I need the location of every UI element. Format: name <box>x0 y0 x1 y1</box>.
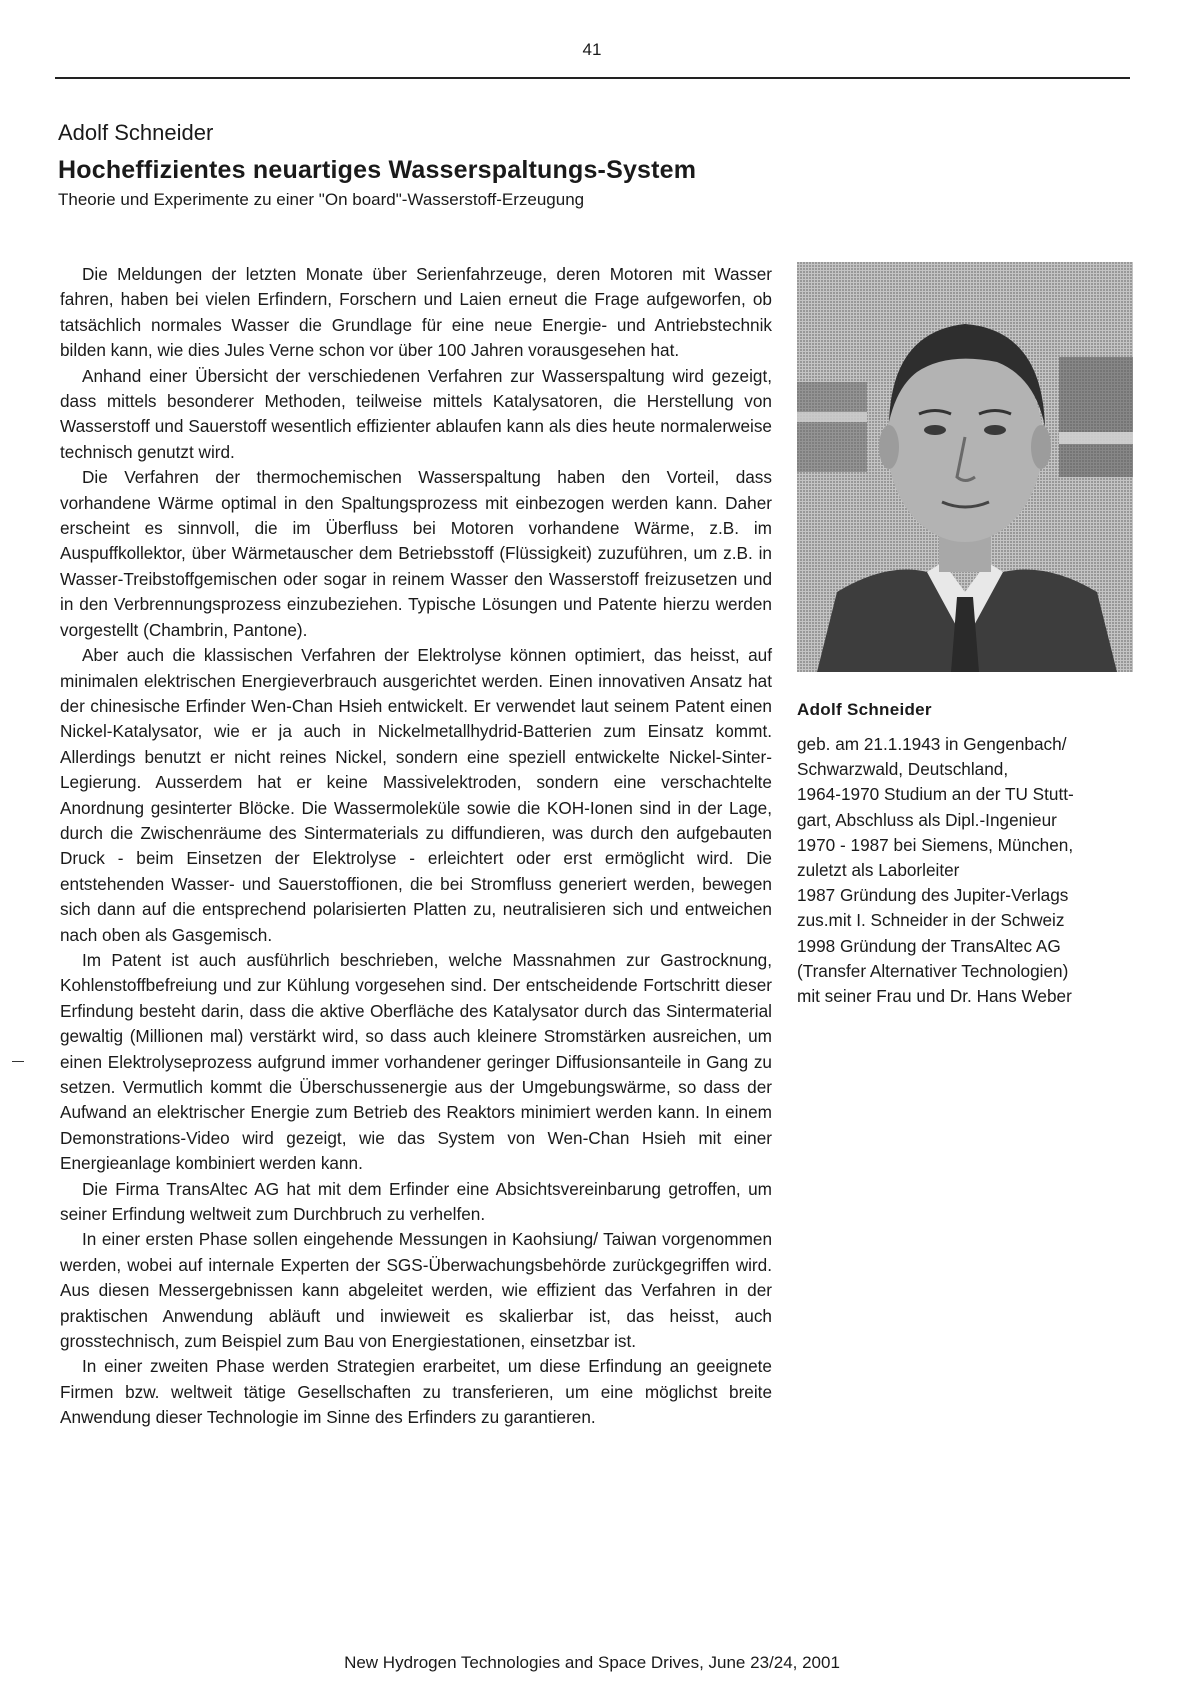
bio-line: gart, Abschluss als Dipl.-Ingenieur <box>797 809 1057 830</box>
portrait-image <box>797 262 1133 672</box>
bio-line: 1987 Gründung des Jupiter-Verlags <box>797 885 1069 906</box>
bio-line: zus.mit I. Schneider in der Schweiz <box>797 910 1065 931</box>
body-paragraph: Im Patent ist auch ausführlich beschrieben, welche Massnahmen zur Gastrocknung, Kohlenstoffbefreiung und zur Kühlung vorgesehen sind. Der entscheidende Fortschritt dieser Erfindung besteht darin, dass die aktive Oberfläche des Katalysator durch das Sintermaterial gewaltig (Millionen mal) verstärkt wird, so dass auch kleinere Stromstärken ausreichen, um einen Elektrolyseprozess aufgrund immer vorhandener geringer Diffusionsanteile in Gang zu setzen. Vermutlich kommt die Überschussenergie aus der Umgebungswärme, so dass der Aufwand an elektrischer Energie zum Betrieb des Reaktors minimiert werden kann. In einem Demonstrations-Video wird gezeigt, wie das System von Wen-Chan Hsieh mit einer Energieanlage kombiniert werden kann. <box>60 949 772 1174</box>
page-footer: New Hydrogen Technologies and Space Drives, June 23/24, 2001 <box>344 1653 840 1672</box>
author-portrait <box>797 262 1133 672</box>
body-paragraph: Die Firma TransAltec AG hat mit dem Erfinder eine Absichtsvereinbarung getroffen, um seiner Erfindung weltweit zum Durchbruch zu verhelfen. <box>60 1178 772 1225</box>
bio-line: (Transfer Alternativer Technologien) <box>797 960 1069 981</box>
body-paragraph: Die Verfahren der thermochemischen Wasserspaltung haben den Vorteil, dass vorhandene Wärme optimal in den Spaltungsprozess mit einbezogen werden kann. Daher erscheint es sinnvoll, die im Überfluss bei Motoren vorhandene Wärme, z.B. im Auspuffkollektor, über Wärmetauscher dem Betriebsstoff (Flüssigkeit) zuzuführen, um z.B. in Wasser-Treibstoffgemischen oder sogar in reinem Wasser den Wasserstoff freizusetzen und in den Verbrennungsprozess einzubeziehen. Typische Lösungen und Patente hierzu werden vorgestellt (Chambrin, Pantone). <box>60 467 772 640</box>
bio-line: geb. am 21.1.1943 in Gengenbach/ <box>797 734 1067 754</box>
bio-line: 1998 Gründung der TransAltec AG <box>797 935 1061 956</box>
body-paragraph: Aber auch die klassischen Verfahren der Elektrolyse können optimiert, das heisst, auf minimalen elektrischen Energieverbrauch ausgerichtet werden. Einen innovativen Ansatz hat der chinesische Erfinder Wen-Chan Hsieh entwickelt. Er verwendet laut seinem Patent einen Nickel-Katalysator, wie er ja auch in Nickelmetallhydrid-Batterien zum Einsatz kommt. Allerdings benutzt er nicht reines Nickel, sondern eine speziell entwickelte Nickel-Sinter-Legierung. Ausserdem hat er keine Massivelektroden, sondern eine verschachtelte Anordnung gesinterter Blöcke. Die Wassermoleküle sowie die KOH-Ionen sind in der Lage, durch die Zwischenräume des Sintermaterials zu diffundieren, was durch den aufgebauten Druck - beim Einsetzen der Elektrolyse - erleichtert oder erst ermöglicht wird. Die entstehenden Wasser- und Sauerstoffionen, die bei Stromfluss generiert werden, bewegen sich dann auf die entsprechend polarisierten Platten zu, neutralisieren sich und entweichen nach oben als Gasgemisch. <box>60 645 772 945</box>
body-paragraph: Anhand einer Übersicht der verschiedenen Verfahren zur Wasserspaltung wird gezeigt, dass mittels besonderer Methoden, teilweise mittels Katalysatoren, die Herstellung von Wasserstoff und Sauerstoff wesentlich effizienter ablaufen kann als dies heute normalerweise technisch genutzt wird. <box>60 365 772 462</box>
header-rule <box>55 77 1130 79</box>
body-paragraph: In einer ersten Phase sollen eingehende Messungen in Kaohsiung/ Taiwan vorgenommen werden, wobei auf internale Experten der SGS-Überwachungsbehörde zurückgegriffen wird. Aus diesen Messergebnissen kann abgeleitet werden, wie effizient das Verfahren in der praktischen Anwendung abläuft und inwieweit es skalierbar ist, das heisst, auch grosstechnisch, zum Beispiel zum Bau von Energiestationen, einsetzbar ist. <box>60 1229 772 1352</box>
page-number: 41 <box>582 40 602 59</box>
bio-line: 1964-1970 Studium an der TU Stutt- <box>797 784 1074 805</box>
author-bio <box>797 732 1133 1009</box>
bio-line: Schwarzwald, Deutschland, <box>797 759 1009 780</box>
article-subtitle: Theorie und Experimente zu einer "On board"-Wasserstoff-Erzeugung <box>58 190 585 209</box>
author-sidebar <box>797 262 1133 1009</box>
body-paragraph: In einer zweiten Phase werden Strategien erarbeitet, um diese Erfindung an geeignete Firmen bzw. weltweit tätige Gesellschaften zu transferieren, um eine möglichst breite Anwendung dieser Technologie im Sinne des Erfinders zu garantieren. <box>60 1356 772 1428</box>
bio-line: mit seiner Frau und Dr. Hans Weber <box>797 986 1072 1007</box>
article-author: Adolf Schneider <box>58 120 214 145</box>
article-title: Hocheffizientes neuartiges Wasserspaltungs-System <box>58 156 697 184</box>
bio-line: zuletzt als Laborleiter <box>797 860 960 881</box>
body-paragraph: Die Meldungen der letzten Monate über Serienfahrzeuge, deren Motoren mit Wasser fahren, haben bei vielen Erfindern, Forschern und Laien erneut die Frage aufgeworfen, ob tatsächlich normales Wasser die Grundlage für eine neue Energie- und Antriebstechnik bilden kann, wie dies Jules Verne schon vor über 100 Jahren vorausgesehen hat. <box>60 264 772 361</box>
portrait-caption-name: Adolf Schneider <box>797 700 932 719</box>
bio-line: 1970 - 1987 bei Siemens, München, <box>797 834 1074 855</box>
margin-mark <box>12 1061 24 1062</box>
article-body <box>60 262 772 1431</box>
